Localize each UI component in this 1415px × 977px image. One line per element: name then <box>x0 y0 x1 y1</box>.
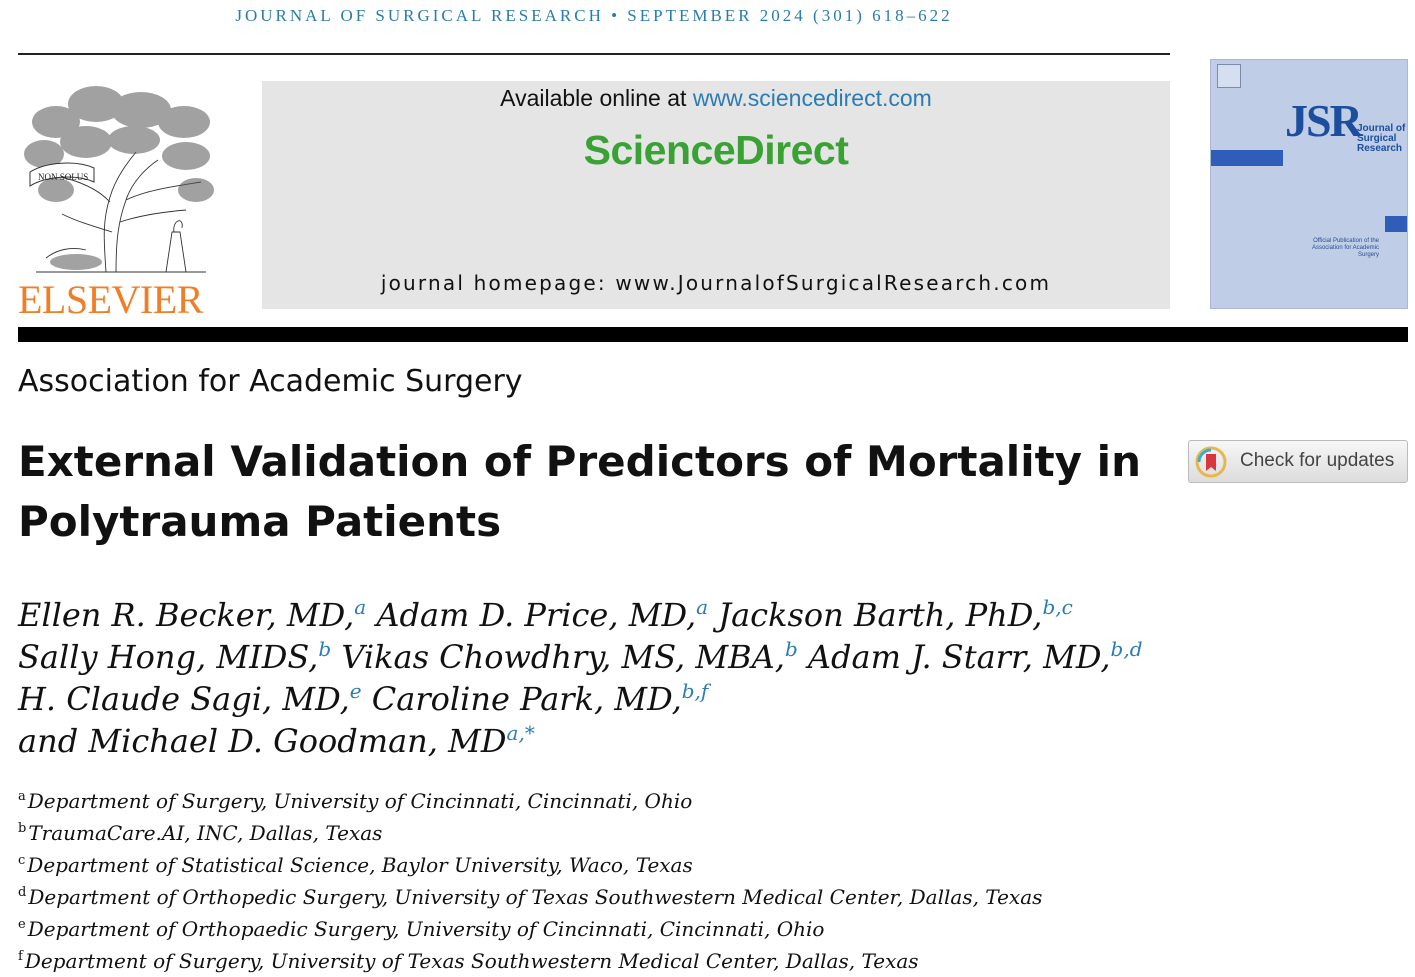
author-affiliation-mark[interactable]: a,* <box>506 721 535 745</box>
cover-elsevier-icon <box>1217 64 1241 88</box>
author-affiliation-mark[interactable]: a <box>696 595 709 619</box>
author-affiliation-mark[interactable]: b,d <box>1110 637 1143 661</box>
available-prefix: Available online at <box>500 85 693 111</box>
author-affiliation-mark[interactable]: b,c <box>1042 595 1073 619</box>
author-affiliation-mark[interactable]: b <box>784 637 798 661</box>
check-for-updates-button[interactable] <box>1188 440 1408 483</box>
author-name: Adam J. Starr, MD, <box>807 638 1111 676</box>
affiliation-key: e <box>18 917 26 932</box>
author-list <box>18 594 1198 762</box>
affiliation-item <box>18 817 1198 849</box>
author-line <box>18 678 1198 720</box>
author-affiliation-mark[interactable]: e <box>349 679 362 703</box>
cover-note: Official Publication of the Association for Academic Surgery <box>1311 238 1379 258</box>
affiliation-text: Department of Orthopaedic Surgery, University of Cincinnati, Cincinnati, Ohio <box>27 917 825 941</box>
crossmark-icon <box>1195 446 1227 478</box>
author-name: Adam D. Price, MD, <box>376 596 697 634</box>
author-line <box>18 720 1198 762</box>
journal-running-header: JOURNAL OF SURGICAL RESEARCH • SEPTEMBER 2024 (301) 618–622 <box>235 6 953 25</box>
affiliation-key: b <box>18 821 27 836</box>
affiliation-item <box>18 785 1198 817</box>
affiliation-text: Department of Surgery, University of Cincinnati, Cincinnati, Ohio <box>27 789 693 813</box>
author-name: H. Claude Sagi, MD, <box>18 680 350 718</box>
author-name: Jackson Barth, PhD, <box>718 596 1043 634</box>
header-rule <box>18 53 1170 55</box>
affiliation-text: TraumaCare.AI, INC, Dallas, Texas <box>28 821 383 845</box>
available-online-line <box>262 85 1170 112</box>
sciencedirect-banner <box>262 81 1170 309</box>
author-line <box>18 636 1198 678</box>
affiliation-item <box>18 913 1198 945</box>
affiliation-key: d <box>18 885 27 900</box>
section-divider <box>18 327 1408 342</box>
affiliation-key: c <box>18 853 26 868</box>
journal-homepage-link[interactable]: journal homepage: www.JournalofSurgicalResearch.com <box>380 271 1052 295</box>
affiliation-text: Department of Statistical Science, Baylor University, Waco, Texas <box>27 853 693 877</box>
author-affiliation-mark[interactable]: b,f <box>681 679 709 703</box>
article-title: External Validation of Predictors of Mortality in Polytrauma Patients <box>18 437 1141 546</box>
affiliation-text: Department of Surgery, University of Texas Southwestern Medical Center, Dallas, Texas <box>24 949 919 973</box>
cover-bar <box>1385 216 1408 232</box>
journal-cover-thumbnail[interactable] <box>1210 59 1408 309</box>
affiliation-text: Department of Orthopedic Surgery, University of Texas Southwestern Medical Center, Dallas, Texas <box>28 885 1043 909</box>
author-name: Caroline Park, MD, <box>371 680 682 718</box>
author-name: Sally Hong, MIDS, <box>18 638 319 676</box>
affiliation-item <box>18 945 1198 977</box>
affiliation-list <box>18 785 1198 977</box>
cover-subtitle: Journal of Surgical Research <box>1357 123 1406 154</box>
affiliation-item <box>18 849 1198 881</box>
affiliation-item <box>18 881 1198 913</box>
cover-bar <box>1211 150 1283 166</box>
author-name: Ellen R. Becker, MD, <box>18 596 355 634</box>
logo-banner-text: NON SOLUS <box>38 172 89 182</box>
author-name: and Michael D. Goodman, MD <box>18 722 507 760</box>
affiliation-key: f <box>18 949 23 964</box>
author-affiliation-mark[interactable]: b <box>318 637 332 661</box>
section-label: Association for Academic Surgery <box>18 364 523 399</box>
author-affiliation-mark[interactable]: a <box>354 595 367 619</box>
affiliation-key: a <box>18 789 26 804</box>
check-for-updates-label: Check for updates <box>1240 450 1395 471</box>
author-line <box>18 594 1198 636</box>
elsevier-wordmark: ELSEVIER <box>18 277 203 322</box>
sciencedirect-logo[interactable]: ScienceDirect <box>583 127 849 173</box>
cover-jsr-title: JSR <box>1285 95 1361 146</box>
sciencedirect-link[interactable]: www.sciencedirect.com <box>692 85 932 111</box>
author-name: Vikas Chowdhry, MS, MBA, <box>341 638 785 676</box>
